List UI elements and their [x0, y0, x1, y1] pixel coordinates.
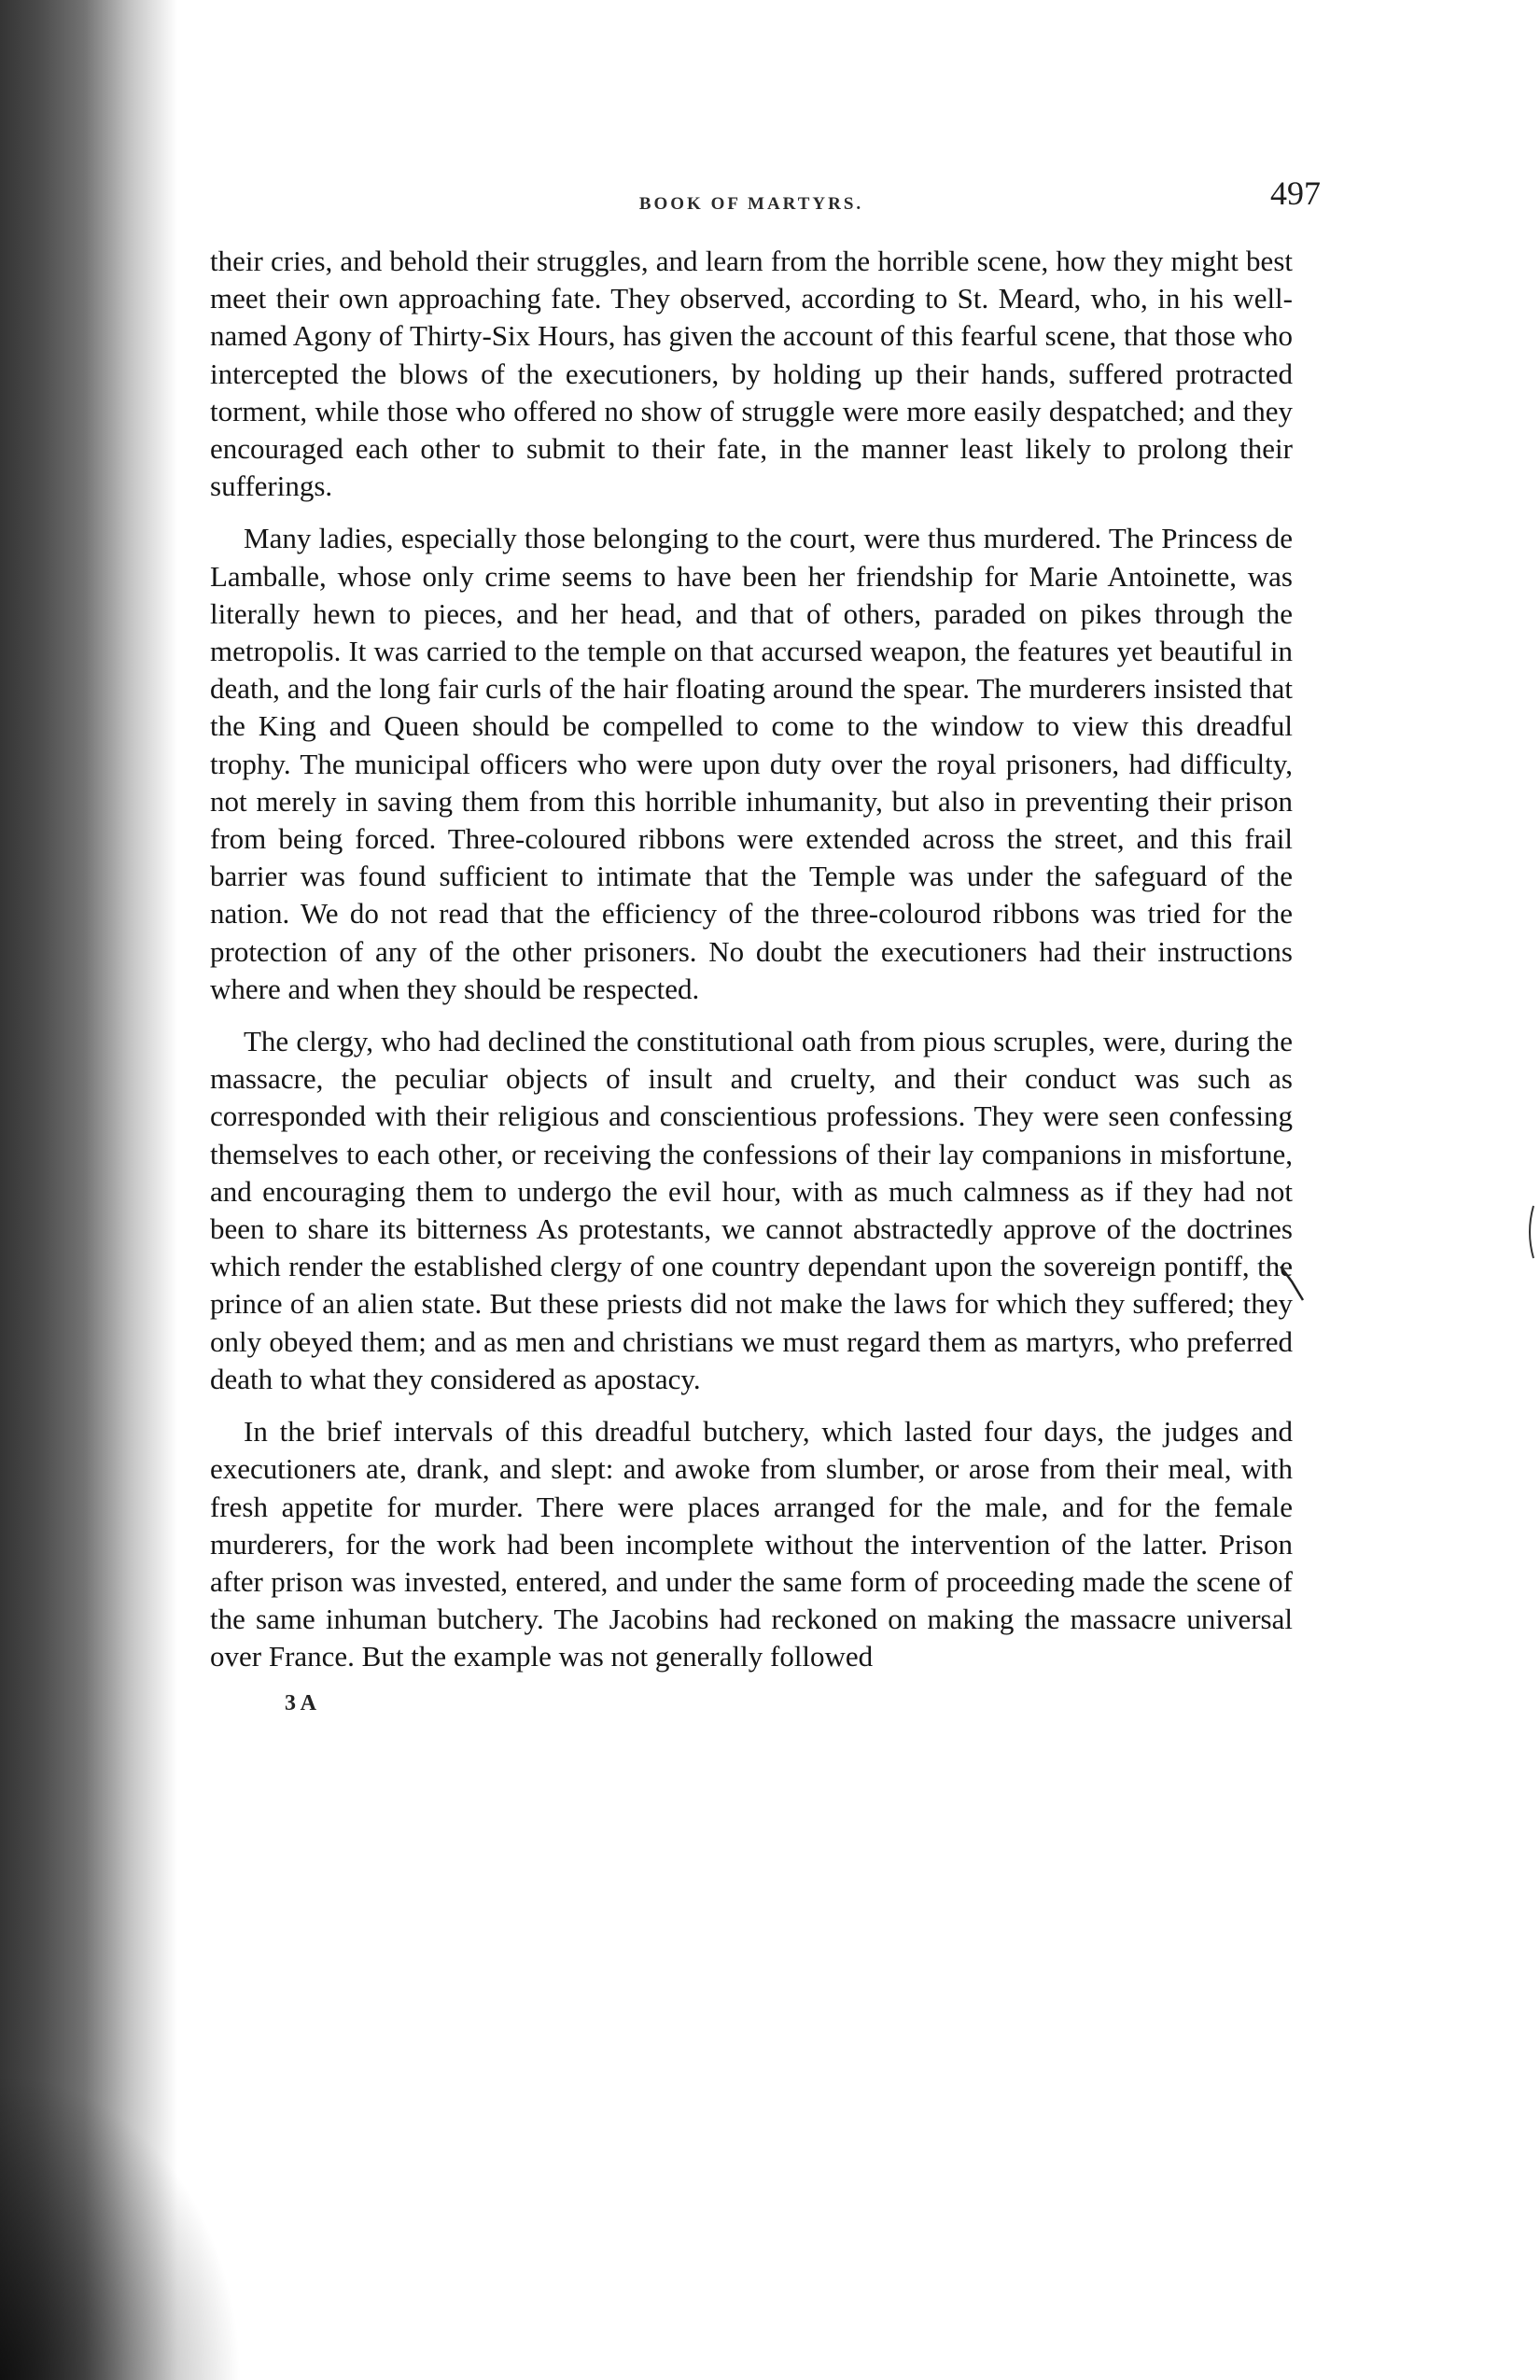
paragraph-1: their cries, and behold their struggles, and learn from the horrible scene, how they might best meet their own approaching fate. They observed, according to St. Meard, who, in his well-named Agony of Thirty-Six Hours, has given the account of this fearful scene, that those who intercepted the blows of the executioners, by holding up their hands, suffered protracted torment, while those who offered no show of struggle were more easily despatched; and they encouraged each other to submit to their fate, in the manner least likely to prolong their sufferings. [210, 245, 1293, 503]
page-number: 497 [1270, 175, 1321, 212]
scan-shadow-left [0, 0, 177, 2380]
signature-mark: 3 A [285, 1690, 317, 1715]
running-title: BOOK OF MARTYRS. [638, 194, 864, 214]
margin-bracket-icon [1526, 1204, 1535, 1260]
paragraph-4: In the brief intervals of this dreadful butchery, which lasted four days, the judges and executioners ate, drank, and slept: and awoke from slumber, or arose from their meal, with fresh appetite for murder. There were places arranged for the male, and for the female murderers, for the work had been incomplete without the intervention of the latter. Prison after prison was invested, entered, and under the same form of proceeding made the scene of the same inhuman butchery. The Jacobins had reckoned on making the massacre universal over France. But the example was not generally followed [210, 1415, 1293, 1673]
paragraph-2: Many ladies, especially those belonging to the court, were thus murdered. The Princess de Lamballe, whose only crime seems to have been her friendship for Marie Antoinette, was literally hewn to pieces, and her head, and that of others, paraded on pikes through the metropolis. It was carried to the temple on that accursed weapon, the features yet beautiful in death, and the long fair curls of the hair floating around the spear. The murderers insisted that the King and Queen should be compelled to come to the window to view this dreadful trophy. The municipal officers who were upon duty over the royal prisoners, had difficulty, not merely in saving them from this horrible inhumanity, but also in preventing their prison from being forced. Three-coloured ribbons were extended across the street, and this frail barrier was found sufficient to intimate that the Temple was under the safeguard of the nation. We do not read that the efficiency of the three-colourod ribbons was tried for the protection of any of the other prisoners. No doubt the executioners had their instructions where and when they should be respected. [210, 522, 1293, 1005]
scan-shadow-bottom [0, 2072, 243, 2380]
body-text [210, 243, 1293, 1676]
paragraph-3: The clergy, who had declined the constitutional oath from pious scruples, were, during the massacre, the peculiar objects of insult and cruelty, and their conduct was such as corresponded with their religious and conscientious professions. They were seen confessing themselves to each other, or receiving the confessions of their lay companions in misfortune, and encouraging them to undergo the evil hour, with as much calmness as if they had not been to share its bitterness As protestants, we cannot abstractedly approve of the doctrines which render the established clergy of one country dependant upon the sovereign pontiff, the prince of an alien state. But these priests did not make the laws for which they suffered; they only obeyed them; and as men and christians we must regard them as martyrs, who preferred death to what they considered as apostacy. [210, 1025, 1293, 1395]
book-page [210, 168, 1321, 1716]
running-head [210, 168, 1321, 243]
margin-mark-icon [1279, 1265, 1305, 1302]
